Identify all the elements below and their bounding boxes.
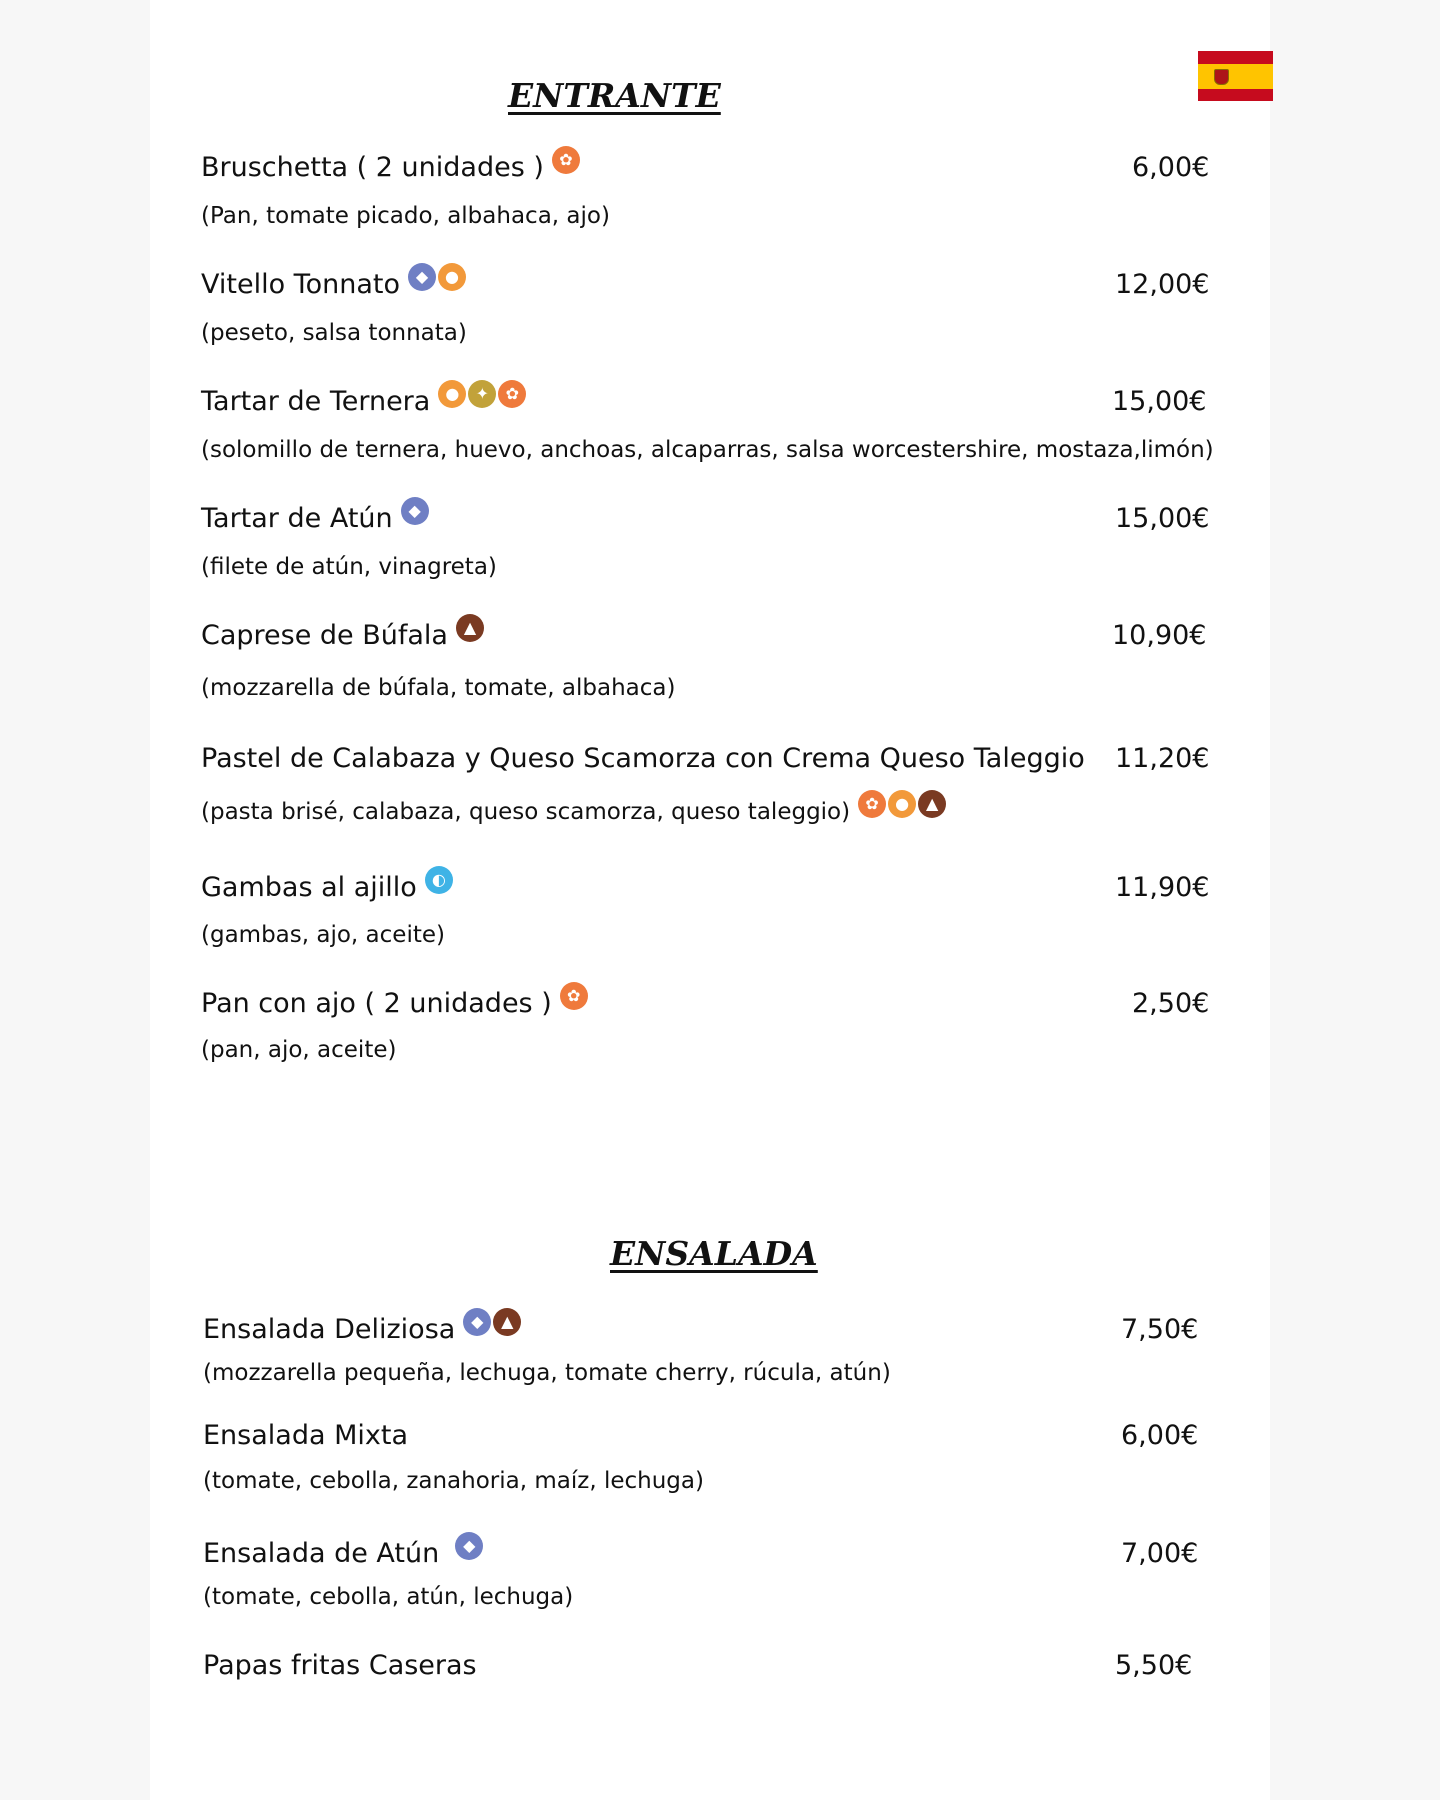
menu-item-description: (Pan, tomate picado, albahaca, ajo) [201, 203, 610, 229]
menu-item-description: (filete de atún, vinagreta) [201, 554, 497, 580]
mustard-icon: ✦ [468, 380, 496, 408]
milk-icon: ▲ [493, 1308, 521, 1336]
menu-page [150, 0, 1270, 1800]
menu-item-name: Ensalada Mixta [203, 1420, 409, 1451]
egg-icon: ● [438, 263, 466, 291]
fish-icon: ◆ [408, 263, 436, 291]
egg-icon: ● [438, 380, 466, 408]
menu-item-price: 7,00€ [1121, 1538, 1199, 1569]
menu-item-description: (tomate, cebolla, atún, lechuga) [203, 1584, 574, 1610]
gluten-icon: ✿ [560, 982, 588, 1010]
menu-item-price: 12,00€ [1115, 269, 1210, 300]
menu-item-name: Tartar de Ternera ● ✦ ✿ [201, 386, 526, 417]
gluten-icon: ✿ [498, 380, 526, 408]
menu-item-name: Vitello Tonnato ◆ ● [201, 269, 466, 300]
menu-item-description: (mozzarella pequeña, lechuga, tomate cherry, rúcula, atún) [203, 1360, 891, 1386]
menu-item-description: (solomillo de ternera, huevo, anchoas, alcaparras, salsa worcestershire, mostaza,limón) [201, 437, 1214, 463]
menu-item-name: Papas fritas Caseras [203, 1650, 477, 1681]
menu-item-name: Pan con ajo ( 2 unidades ) ✿ [201, 988, 588, 1019]
menu-item-price: 15,00€ [1112, 386, 1207, 417]
gluten-icon: ✿ [858, 790, 886, 818]
menu-item-price: 15,00€ [1115, 503, 1210, 534]
menu-item-name: Ensalada de Atún ◆ [203, 1538, 483, 1569]
menu-item-name: Pastel de Calabaza y Queso Scamorza con Crema Queso Taleggio [201, 743, 1085, 774]
milk-icon: ▲ [456, 614, 484, 642]
menu-item-price: 5,50€ [1115, 1650, 1193, 1681]
menu-item-description: (peseto, salsa tonnata) [201, 320, 467, 346]
spain-flag-icon[interactable] [1198, 51, 1273, 101]
fish-icon: ◆ [463, 1308, 491, 1336]
menu-item-name: Tartar de Atún ◆ [201, 503, 429, 534]
menu-item-price: 7,50€ [1121, 1314, 1199, 1345]
fish-icon: ◆ [401, 497, 429, 525]
menu-item-description: (tomate, cebolla, zanahoria, maíz, lechuga) [203, 1468, 704, 1494]
crustacean-icon: ◐ [425, 866, 453, 894]
menu-item-price: 6,00€ [1132, 152, 1210, 183]
menu-item-price: 11,90€ [1115, 872, 1210, 903]
menu-item-price: 6,00€ [1121, 1420, 1199, 1451]
menu-item-description: (mozzarella de búfala, tomate, albahaca) [201, 675, 676, 701]
milk-icon: ▲ [918, 790, 946, 818]
menu-item-description: (pasta brisé, calabaza, queso scamorza, queso taleggio) ✿ ● ▲ [201, 798, 946, 826]
menu-item-name: Bruschetta ( 2 unidades ) ✿ [201, 152, 580, 183]
menu-item-price: 11,20€ [1115, 743, 1210, 774]
menu-item-description: (pan, ajo, aceite) [201, 1037, 397, 1063]
menu-item-price: 10,90€ [1112, 620, 1207, 651]
menu-item-name: Gambas al ajillo ◐ [201, 872, 453, 903]
egg-icon: ● [888, 790, 916, 818]
menu-item-price: 2,50€ [1132, 988, 1210, 1019]
menu-item-description: (gambas, ajo, aceite) [201, 922, 445, 948]
menu-item-name: Caprese de Búfala ▲ [201, 620, 484, 651]
fish-icon: ◆ [455, 1532, 483, 1560]
menu-item-name: Ensalada Deliziosa ◆ ▲ [203, 1314, 521, 1345]
gluten-icon: ✿ [552, 146, 580, 174]
section-title-ensalada: ENSALADA [610, 1234, 818, 1273]
section-title-entrante: ENTRANTE [508, 76, 721, 115]
